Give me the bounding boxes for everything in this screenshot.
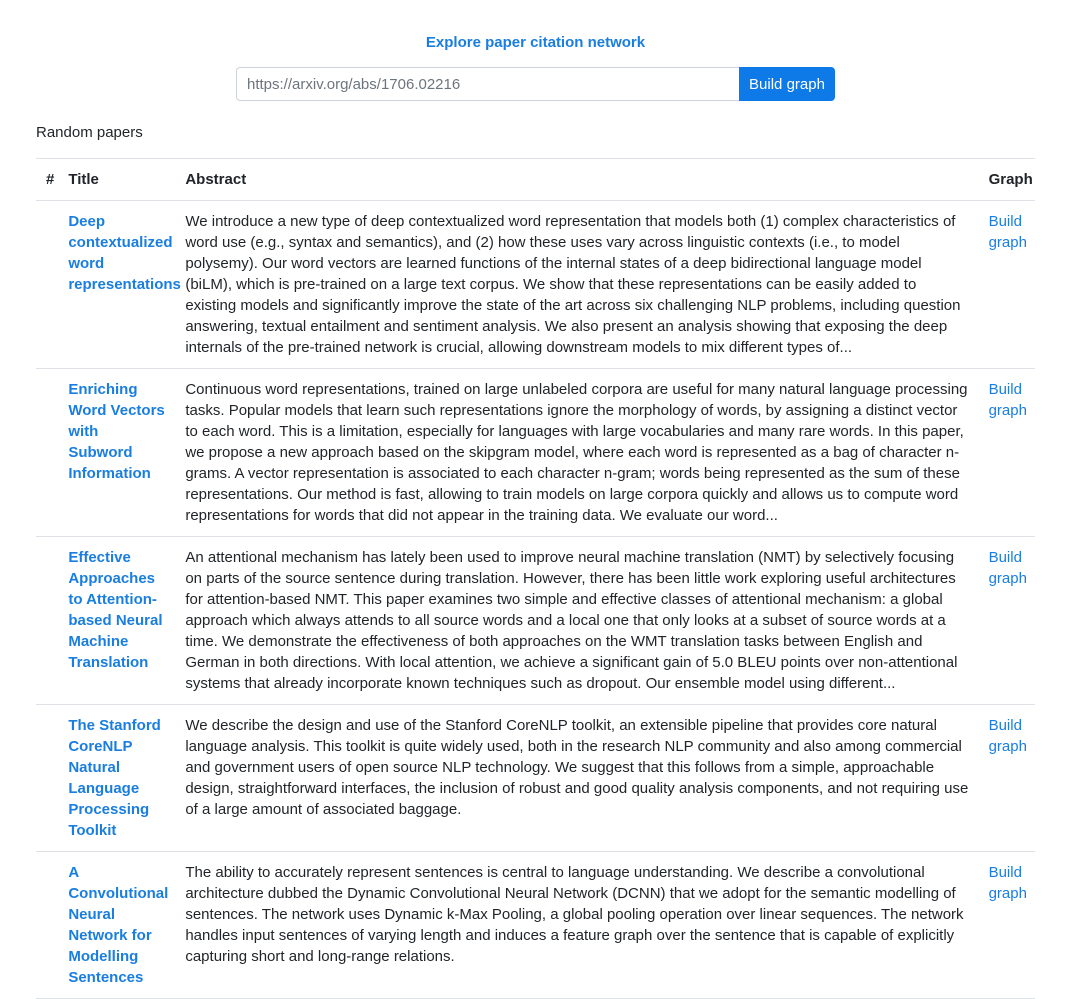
graph-cell [979, 852, 1035, 999]
abstract-text: We describe the design and use of the Stanford CoreNLP toolkit, an extensible pipeline that provides core natural language analysis. This toolkit is quite widely used, both in the research NLP community and also among commercial and government users of open source NLP technology. We suggest that this follows from a simple, approachable design, straightforward interfaces, the inclusion of robust and good quality analysis components, and not requiring use of a large amount of associated baggage. [185, 717, 969, 818]
paper-title-link[interactable]: Enriching Word Vectors with Subword Information [68, 381, 165, 482]
paper-abstract [175, 201, 978, 369]
paper-title-cell [58, 705, 175, 852]
abstract-text: Continuous word representations, trained on large unlabeled corpora are useful for many natural language processing tasks. Popular models that learn such representations ignore the morphology of words, by assigning a distinct vector to each word. This is a limitation, especially for languages with large vocabularies and many rare words. In this paper, we propose a new approach based on the skipgram model, where each word is represented as a bag of character n-grams. A vector representation is associated to each character n-gram; words being represented as the sum of these representations. Our method is fast, allowing to train models on large corpora quickly and allows us to compute word representations for words that did not appear in the training data. We evaluate our word... [185, 381, 968, 524]
build-graph-button[interactable]: Build graph [739, 67, 835, 101]
row-number [36, 369, 58, 537]
graph-cell [979, 705, 1035, 852]
paper-abstract [175, 369, 978, 537]
table-row [36, 852, 1035, 999]
table-row [36, 201, 1035, 369]
search-form [236, 67, 835, 101]
graph-cell [979, 369, 1035, 537]
build-graph-link[interactable]: Build graph [988, 549, 1027, 587]
table-body [36, 201, 1035, 999]
paper-title-link[interactable]: Effective Approaches to Attention-based Neural Machine Translation [68, 549, 163, 671]
table-header [36, 159, 1035, 201]
papers-table [36, 158, 1035, 999]
paper-title-cell [58, 201, 181, 369]
section-title: Random papers [36, 124, 143, 141]
paper-abstract [175, 705, 978, 852]
build-graph-link[interactable]: Build graph [988, 213, 1027, 251]
column-header-num: # [36, 159, 58, 201]
row-number [36, 537, 58, 705]
explore-network-link[interactable]: Explore paper citation network [425, 34, 646, 51]
table-header-row [36, 159, 1035, 201]
column-header-graph: Graph [979, 159, 1035, 201]
build-graph-link[interactable]: Build graph [988, 717, 1027, 755]
paper-abstract [175, 537, 978, 705]
paper-title-link[interactable]: Deep contextualized word representations [68, 213, 181, 293]
table-row [36, 369, 1035, 537]
paper-title-link[interactable]: A Convolutional Neural Network for Modelling Sentences [68, 864, 169, 986]
paper-abstract [175, 852, 978, 999]
build-graph-link[interactable]: Build graph [988, 864, 1027, 902]
graph-cell [979, 201, 1035, 369]
abstract-text: An attentional mechanism has lately been used to improve neural machine translation (NMT) by selectively focusing on parts of the source sentence during translation. However, there has been little work exploring useful architectures for attention-based NMT. This paper examines two simple and effective classes of attentional mechanism: a global approach which always attends to all source words and a local one that only looks at a subset of source words at a time. We demonstrate the effectiveness of both approaches on the WMT translation tasks between English and German in both directions. With local attention, we achieve a significant gain of 5.0 BLEU points over non-attentional systems that already incorporate known techniques such as dropout. Our ensemble model using different... [185, 549, 958, 692]
table-row [36, 705, 1035, 852]
table-row [36, 537, 1035, 705]
column-header-title: Title [58, 159, 175, 201]
paper-url-input[interactable] [236, 67, 739, 101]
paper-title-link[interactable]: The Stanford CoreNLP Natural Language Processing Toolkit [68, 717, 161, 839]
paper-title-cell [58, 369, 175, 537]
build-graph-link[interactable]: Build graph [988, 381, 1027, 419]
column-header-abstract: Abstract [175, 159, 978, 201]
paper-title-cell [58, 537, 175, 705]
abstract-text: We introduce a new type of deep contextualized word representation that models both (1) complex characteristics of word use (e.g., syntax and semantics), and (2) how these uses vary across linguistic contexts (i.e., to model polysemy). Our word vectors are learned functions of the internal states of a deep bidirectional language model (biLM), which is pre-trained on a large text corpus. We show that these representations can be easily added to existing models and significantly improve the state of the art across six challenging NLP problems, including question answering, textual entailment and sentiment analysis. We also present an analysis showing that exposing the deep internals of the pre-trained network is crucial, allowing downstream models to mix different types of... [185, 213, 961, 356]
row-number [36, 852, 58, 999]
row-number [36, 201, 58, 369]
row-number [36, 705, 58, 852]
graph-cell [979, 537, 1035, 705]
paper-title-cell [58, 852, 175, 999]
abstract-text: The ability to accurately represent sentences is central to language understanding. We describe a convolutional architecture dubbed the Dynamic Convolutional Neural Network (DCNN) that we adopt for the semantic modelling of sentences. The network uses Dynamic k-Max Pooling, a global pooling operation over linear sequences. The network handles input sentences of varying length and induces a feature graph over the sentence that is capable of explicitly capturing short and long-range relations. [185, 864, 964, 965]
